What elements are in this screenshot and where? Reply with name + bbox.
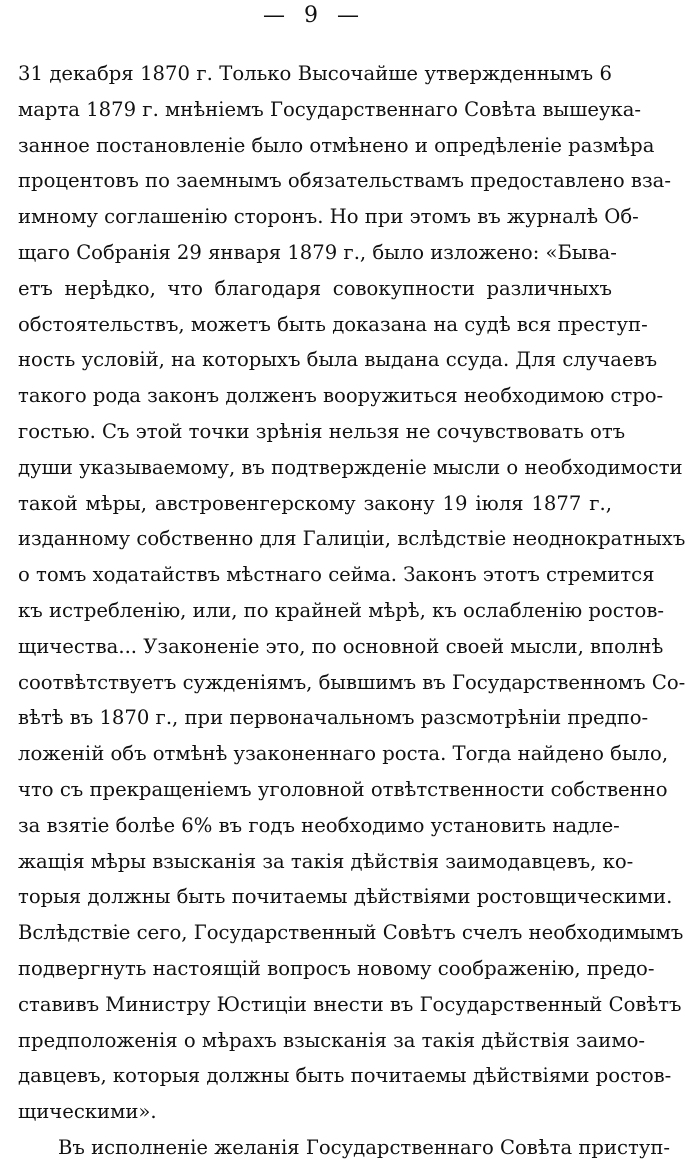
text-line: Въ исполненіе желанія Государственнаго Совѣта приступ- (58, 1135, 671, 1159)
text-line: давцевъ, которыя должны быть почитаемы дѣйствіями ростов- (18, 1064, 672, 1088)
text-line: изданному собственно для Галиціи, вслѣдствіе неоднократныхъ (18, 527, 685, 551)
text-line: торыя должны быть почитаемы дѣйствіями ростовщическими. (18, 885, 673, 909)
text-line: гостью. Съ этой точки зрѣнія нельзя не сочувствовать отъ (18, 419, 626, 443)
text-line: соотвѣтствуетъ сужденіямъ, бывшимъ въ Государственномъ Со- (18, 670, 685, 694)
text-line: что съ прекращеніемъ уголовной отвѣтственности собственно (18, 777, 668, 801)
text-line: души указываемому, въ подтвержденіе мысли о необходимости (18, 455, 683, 479)
page-number: — 9 — (263, 3, 365, 28)
text-line: жащія мѣры взысканія за такія дѣйствія заимодавцевъ, ко- (18, 849, 634, 873)
text-line: 31 декабря 1870 г. Только Высочайше утвержденнымъ 6 (18, 62, 612, 85)
text-line: ность условій, на которыхъ была выдана ссуда. Для случаевъ (18, 348, 658, 372)
text-line: щическими». (18, 1100, 157, 1124)
text-line: о томъ ходатайствъ мѣстнаго сейма. Законъ этотъ стремится (18, 563, 655, 587)
text-line: такого рода законъ долженъ вооружиться необходимою стро- (18, 384, 664, 408)
text-line: за взятіе болѣе 6% въ годъ необходимо установить надле- (18, 813, 620, 837)
text-line: процентовъ по заемнымъ обязательствамъ предоставлено вза- (18, 169, 671, 193)
text-line: Вслѣдствіе сего, Государственный Совѣтъ счелъ необходимымъ (18, 921, 684, 945)
body-text (18, 56, 685, 1166)
text-line: такой мѣры, австровенгерскому закону 19 іюля 1877 г., (18, 491, 612, 515)
text-line: ложеній объ отмѣнѣ узаконеннаго роста. Тогда найдено было, (18, 742, 669, 766)
text-line: подвергнуть настоящій вопросъ новому соображенію, предо- (18, 956, 655, 980)
text-line: ставивъ Министру Юстиціи внести въ Государственный Совѣтъ (18, 992, 682, 1016)
text-line: предположенія о мѣрахъ взысканія за такія дѣйствія заимо- (18, 1028, 646, 1052)
text-line: етъ нерѣдко, что благодаря совокупности различныхъ (18, 276, 612, 300)
text-line: марта 1879 г. мнѣніемъ Государственнаго Совѣта вышеука- (18, 97, 641, 121)
text-line: имному соглашенію сторонъ. Но при этомъ въ журналѣ Об- (18, 205, 639, 229)
text-line: обстоятельствъ, можетъ быть доказана на судѣ вся преступ- (18, 312, 648, 336)
text-line: щаго Собранія 29 января 1879 г., было изложено: «Быва- (18, 240, 617, 264)
text-line: занное постановленіе было отмѣнено и опредѣленіе размѣра (18, 133, 655, 157)
text-line: щичества... Узаконеніе это, по основной своей мысли, вполнѣ (18, 634, 664, 658)
text-line: вѣтѣ въ 1870 г., при первоначальномъ разсмотрѣніи предпо- (18, 706, 649, 730)
text-line: къ истребленію, или, по крайней мѣрѣ, къ ослабленію ростов- (18, 598, 664, 622)
